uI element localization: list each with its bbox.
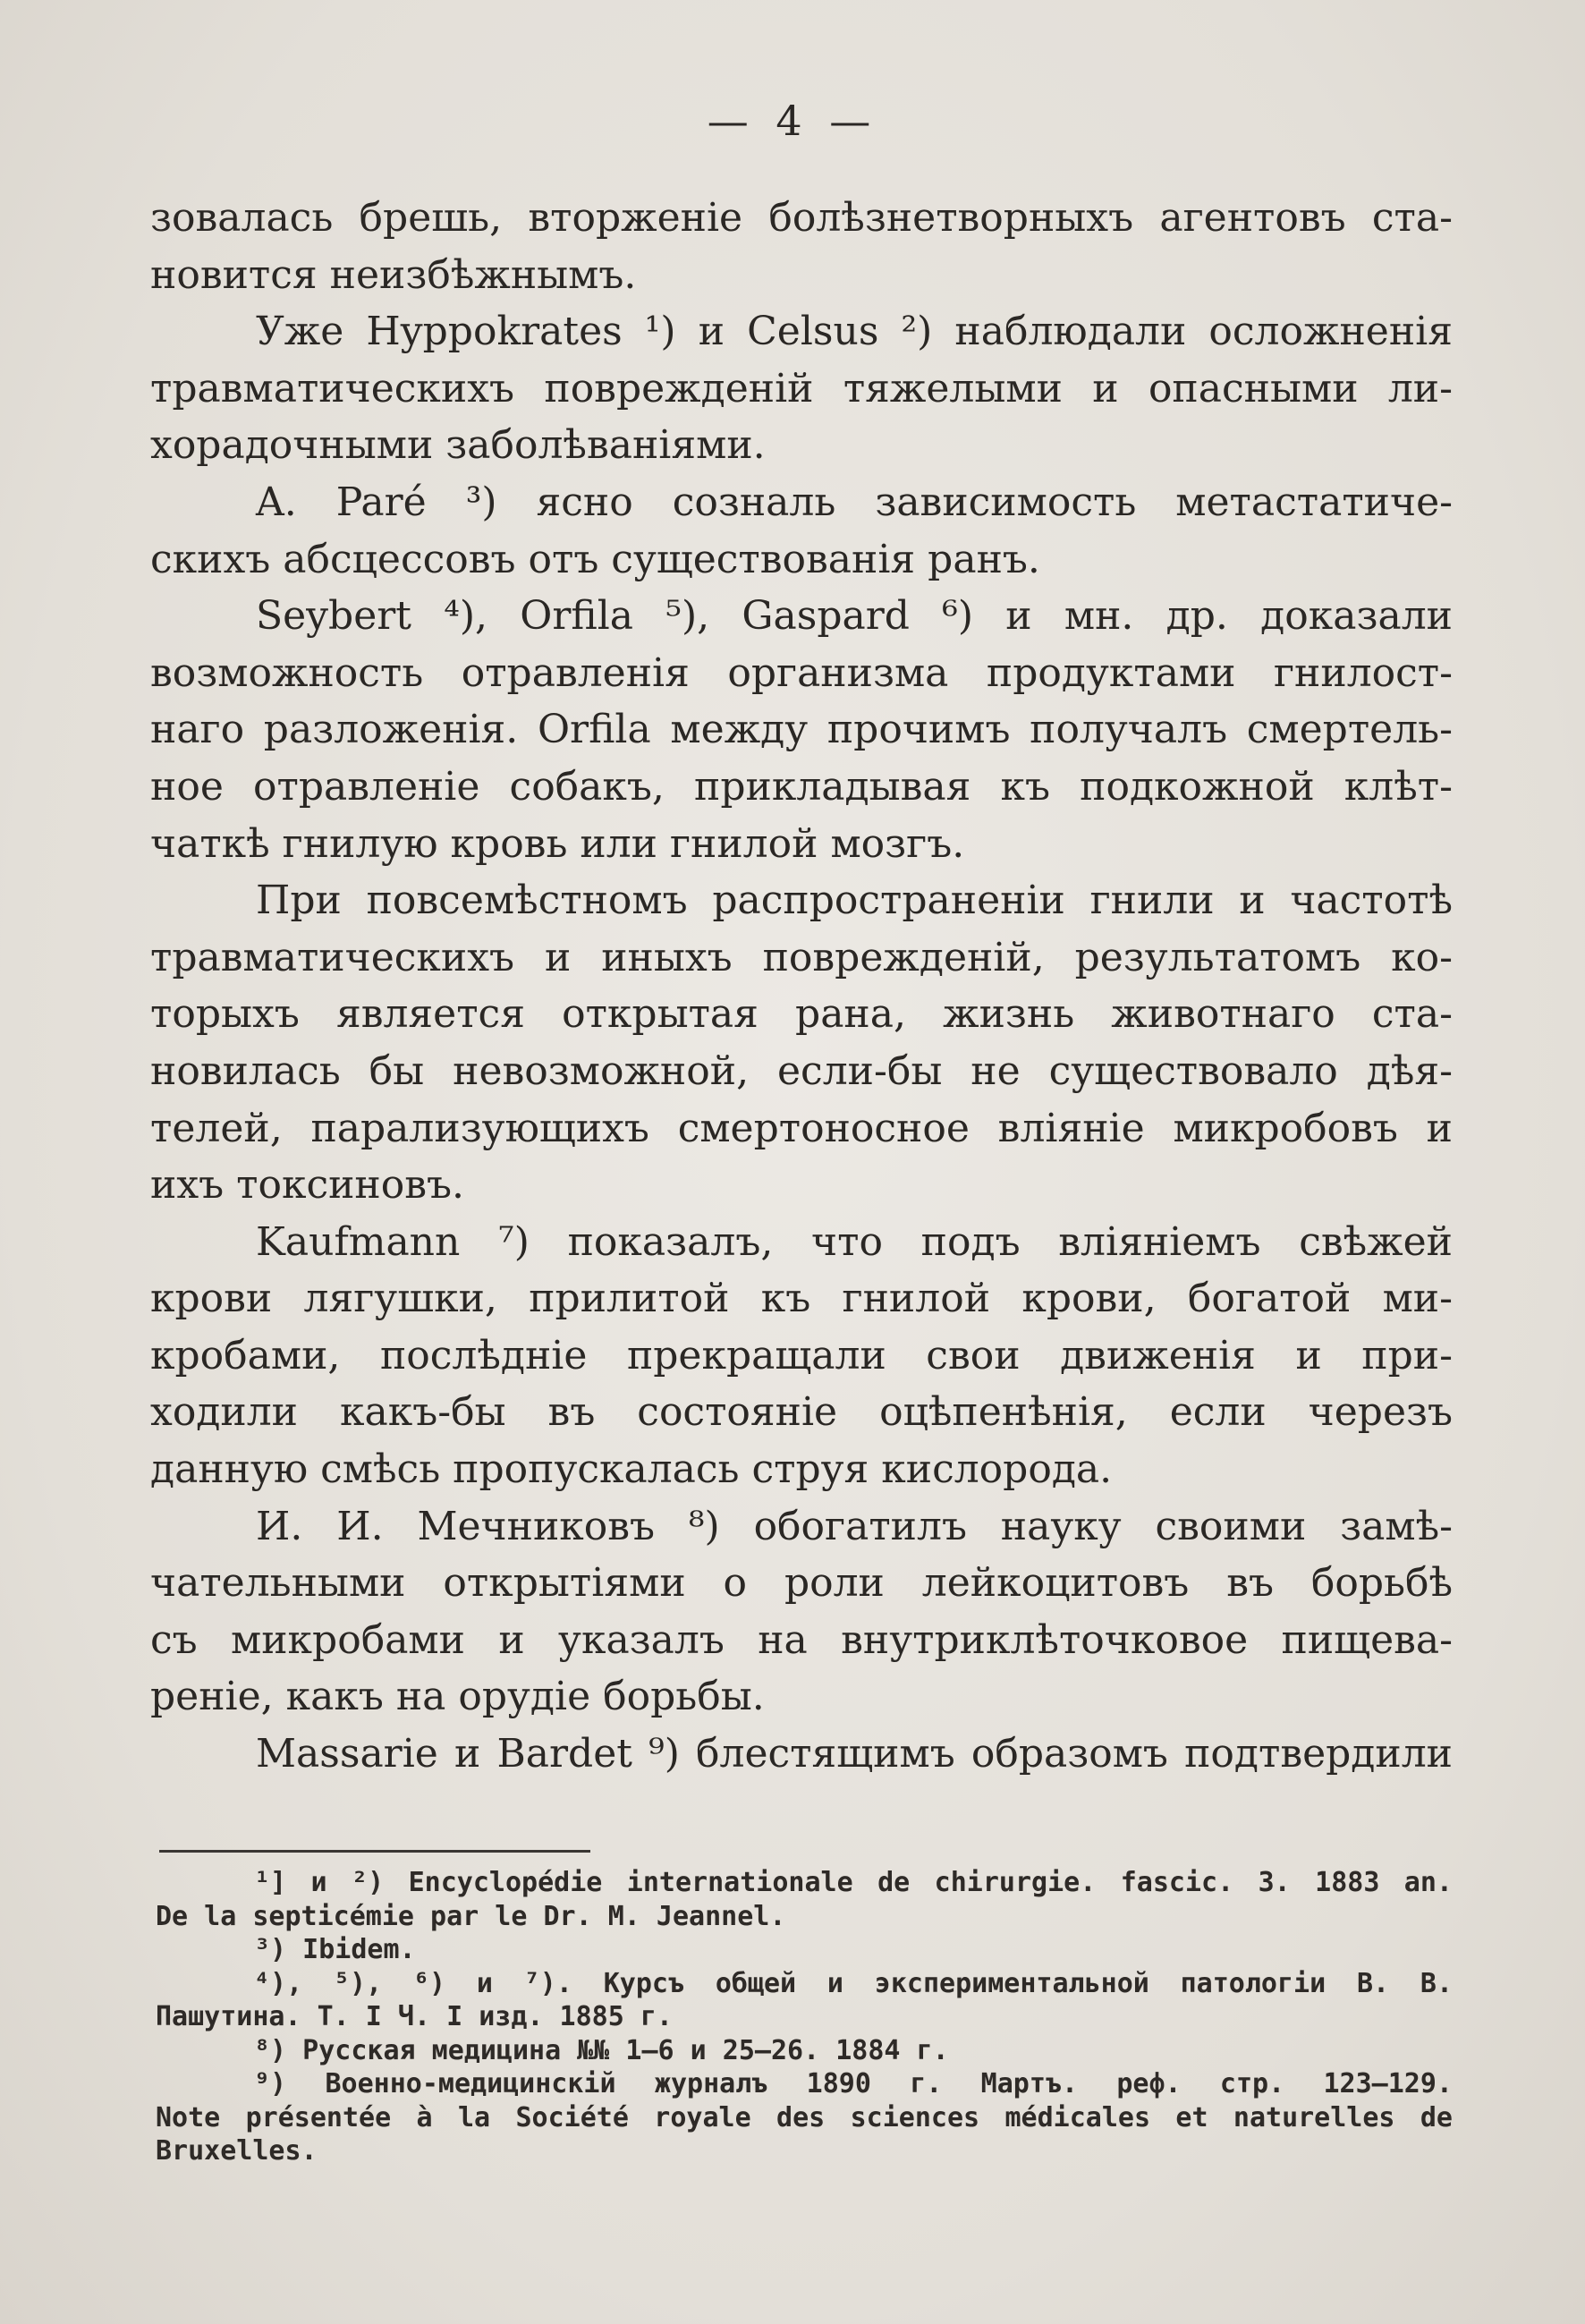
text-line: новится неизбѣжнымъ.: [150, 251, 637, 298]
footnote-line: ⁹) Военно-медицинскій журналъ 1890 г. Мартъ. реф. стр. 123—129.: [254, 2068, 1453, 2099]
text-line: телей, парализующихъ смертоносное вліяніе микробовъ и: [150, 1105, 1453, 1151]
text-line: травматическихъ поврежденій тяжелыми и опасными ли-: [150, 365, 1453, 411]
text-line: зовалась брешь, вторженіе болѣзнетворныхъ агентовъ ста-: [150, 195, 1453, 241]
footnote-line: Bruxelles.: [156, 2135, 318, 2167]
text-line: ное отравленіе собакъ, прикладывая къ подкожной клѣт-: [150, 763, 1453, 810]
text-line: данную смѣсь пропускалась струя кислорода.: [150, 1446, 1113, 1493]
text-line: чательными открытіями о роли лейкоцитовъ въ борьбѣ: [150, 1560, 1453, 1607]
text-line: Уже Hyppokrates ¹) и Celsus ²) наблюдали осложненія: [256, 309, 1453, 355]
footnote-line: De la septicémie par le Dr. M. Jeannel.: [156, 1900, 786, 1932]
footnote-line: ¹] и ²) Encyclopédie internationale de chirurgie. fascic. 3. 1883 an.: [254, 1867, 1453, 1898]
text-line: травматическихъ и иныхъ поврежденій, результатомъ ко-: [150, 934, 1453, 980]
footnote-divider: [159, 1850, 590, 1853]
text-line: скихъ абсцессовъ отъ существованія ранъ.: [150, 536, 1040, 582]
footnote-line: ⁴), ⁵), ⁶) и ⁷). Курсъ общей и экспериментальной патологіи В. В.: [254, 1967, 1453, 1999]
text-line: ходили какъ-бы въ состояніе оцѣпенѣнія, если черезъ: [150, 1389, 1453, 1436]
text-line: При повсемѣстномъ распространеніи гнили и частотѣ: [256, 878, 1453, 924]
text-line: крови лягушки, прилитой къ гнилой крови, богатой ми-: [150, 1276, 1453, 1322]
text-line: новилась бы невозможной, если-бы не существовало дѣя-: [150, 1047, 1453, 1094]
text-line: ихъ токсиновъ.: [150, 1162, 464, 1209]
footnote-line: Note présentée à la Société royale des sciences médicales et naturelles de: [156, 2101, 1453, 2133]
footnote-line: ³) Ibidem.: [254, 1934, 416, 1965]
footnote-line: Пашутина. Т. I Ч. I изд. 1885 г.: [156, 2001, 673, 2032]
text-line: A. Paré ³) ясно созналь зависимость метастатиче-: [256, 479, 1453, 525]
text-line: Kaufmann ⁷) показалъ, что подъ вліяніемъ свѣжей: [256, 1218, 1453, 1265]
text-line: хорадочными заболѣваніями.: [150, 422, 766, 469]
footnote-line: ⁸) Русская медицина №№ 1—6 и 25—26. 1884 г.: [254, 2034, 949, 2066]
text-line: чаткѣ гнилую кровь или гнилой мозгъ.: [150, 820, 965, 867]
page-number: — 4 —: [707, 97, 878, 145]
text-line: торыхъ является открытая рана, жизнь животнаго ста-: [150, 991, 1453, 1038]
text-line: Seybert ⁴), Orfila ⁵), Gaspard ⁶) и мн. др. доказали: [256, 593, 1453, 640]
body-text: [150, 190, 1453, 1783]
text-line: Massarie и Bardet ⁹) блестящимъ образомъ подтвердили: [256, 1731, 1453, 1777]
text-line: реніе, какъ на орудіе борьбы.: [150, 1674, 765, 1720]
text-line: И. И. Мечниковъ ⁸) обогатилъ науку своими замѣ-: [256, 1503, 1453, 1549]
text-line: кробами, послѣдніе прекращали свои движенія и при-: [150, 1332, 1453, 1378]
text-line: возможность отравленія организма продуктами гнилост-: [150, 649, 1453, 696]
footnotes: [156, 1866, 1453, 2168]
text-line: наго разложенія. Orfila между прочимъ получалъ смертель-: [150, 707, 1453, 753]
text-line: съ микробами и указалъ на внутриклѣточковое пищева-: [150, 1616, 1453, 1663]
